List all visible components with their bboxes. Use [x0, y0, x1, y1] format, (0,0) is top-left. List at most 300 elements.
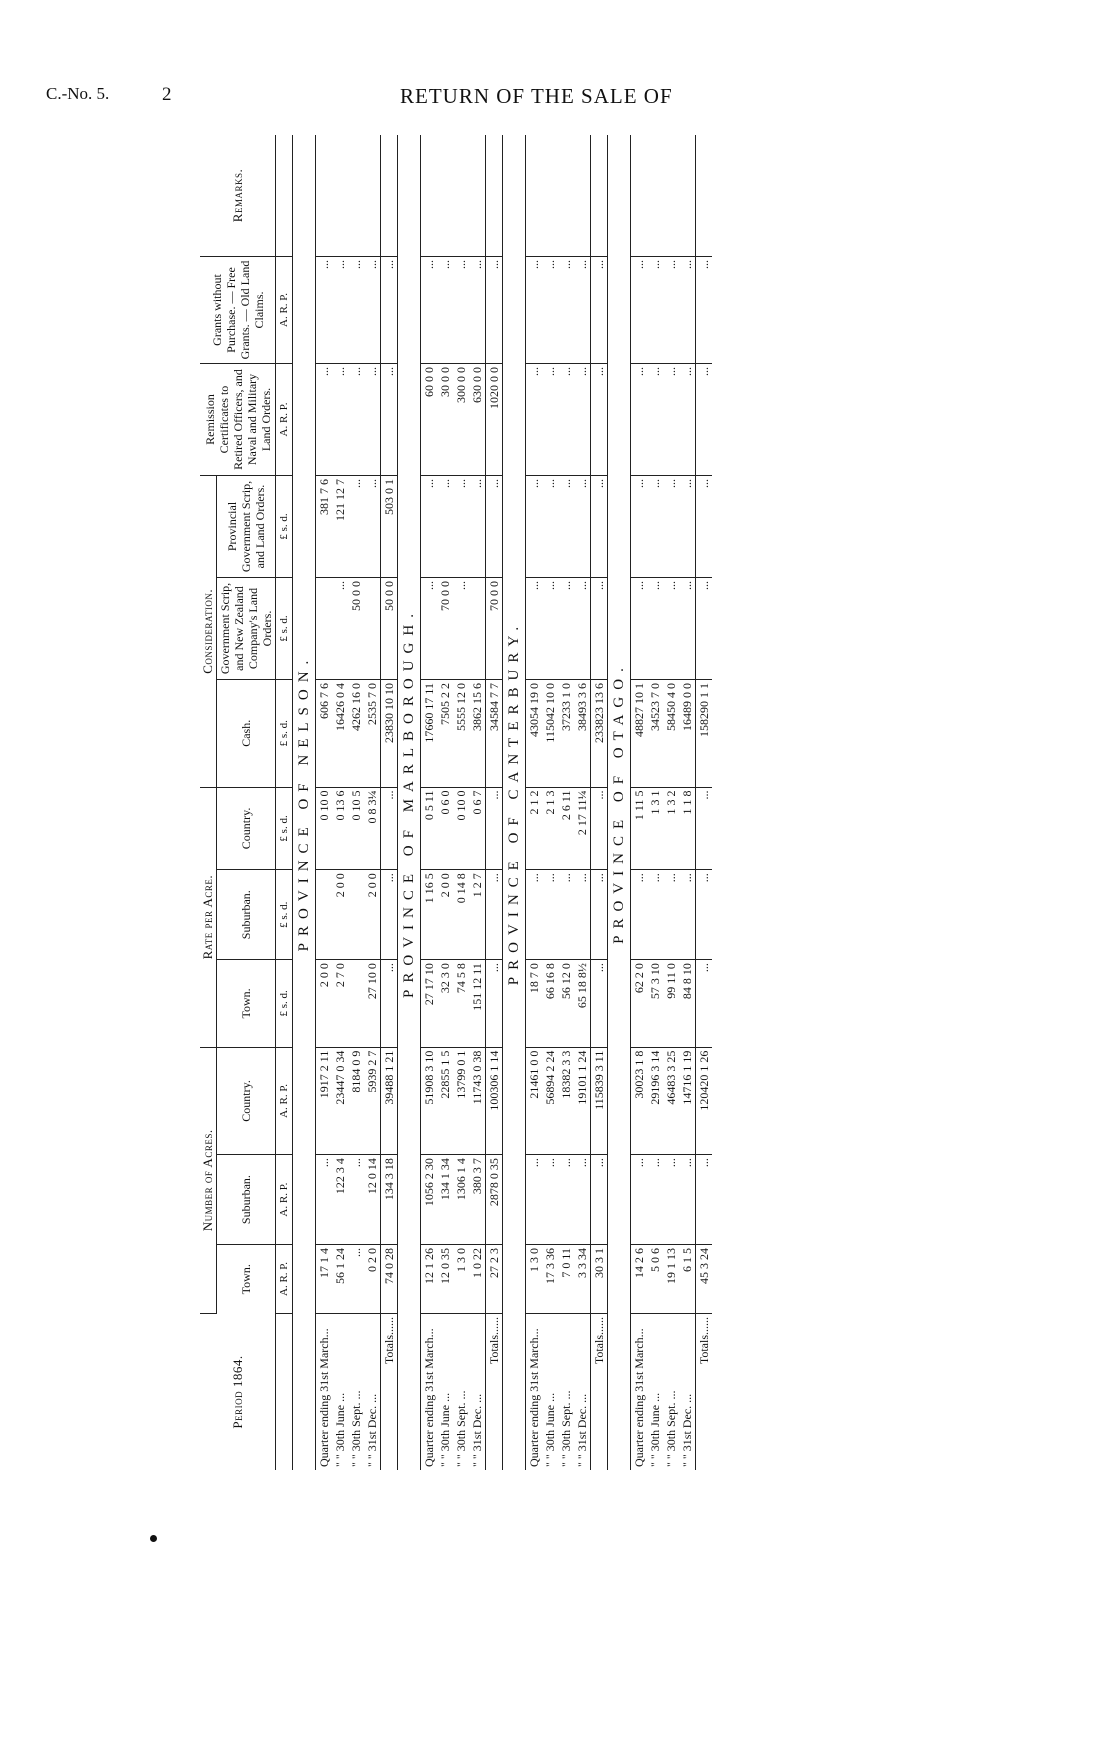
gov-scrip-cell: ...: [558, 578, 574, 680]
rate-suburban-header: Suburban.: [217, 870, 276, 960]
prov-scrip-cell: ...: [486, 476, 503, 578]
grants-cell: ...: [574, 257, 591, 364]
cash-cell: 58450 4 0: [663, 680, 679, 788]
table-row: [663, 135, 679, 1470]
gov-scrip-cell: ...: [332, 578, 348, 680]
remission-cell: ...: [647, 364, 663, 476]
prov-scrip-cell: ...: [558, 476, 574, 578]
totals-label: Totals......: [486, 1314, 503, 1471]
prov-scrip-cell: ...: [696, 476, 713, 578]
period-cell: " " 30th June ...: [438, 1392, 452, 1467]
rate-country-cell: 2 17 11¼: [574, 787, 591, 870]
town-cell: 6 1 5: [679, 1245, 696, 1314]
rate-suburban-cell: 2 0 0: [332, 870, 348, 960]
totals-row: [591, 135, 608, 1470]
remission-cell: ...: [679, 364, 696, 476]
cash-cell: 43054 19 0: [526, 680, 543, 788]
consideration-header: Consideration.: [200, 476, 217, 788]
table-row: [469, 135, 486, 1470]
unit-lsd: £ s. d.: [276, 476, 293, 578]
rate-country-cell: 2 1 3: [542, 787, 558, 870]
rate-town-cell: 65 18 8½: [574, 960, 591, 1048]
period-cell: " " 31st Dec. ...: [575, 1393, 589, 1467]
unit-arp: A. R. P.: [276, 257, 293, 364]
remarks-cell: [696, 135, 713, 257]
rate-country-cell: 0 10 0: [453, 787, 469, 870]
rotated-return-table: [200, 135, 1085, 1470]
table-row: [316, 135, 333, 1470]
table-row: [574, 135, 591, 1470]
town-cell: 17 1 4: [316, 1245, 333, 1314]
cash-cell: 3862 15 6: [469, 680, 486, 788]
grants-cell: ...: [316, 257, 333, 364]
period-cell: Quarter ending 31st March...: [632, 1328, 646, 1467]
suburban-cell: 134 1 34: [437, 1155, 453, 1245]
grants-cell: ...: [381, 257, 398, 364]
suburban-cell: ...: [526, 1155, 543, 1245]
country-cell: 19101 1 24: [574, 1047, 591, 1155]
cash-cell: 606 7 6: [316, 680, 333, 788]
remarks-cell: [591, 135, 608, 257]
remarks-cell: [348, 135, 364, 257]
rate-country-cell: 1 3 2: [663, 787, 679, 870]
rate-town-cell: [348, 960, 364, 1048]
grants-cell: ...: [486, 257, 503, 364]
prov-scrip-cell: ...: [679, 476, 696, 578]
cash-cell: 4262 16 0: [348, 680, 364, 788]
remarks-cell: [542, 135, 558, 257]
table-row: [558, 135, 574, 1470]
prov-scrip-cell: ...: [591, 476, 608, 578]
suburban-cell: ...: [348, 1155, 364, 1245]
remission-cell: ...: [542, 364, 558, 476]
country-cell: 56894 2 24: [542, 1047, 558, 1155]
unit-arp: A. R. P.: [276, 364, 293, 476]
acres-suburban-header: Suburban.: [217, 1155, 276, 1245]
remission-cell: ...: [574, 364, 591, 476]
unit-lsd: £ s. d.: [276, 870, 293, 960]
rate-suburban-cell: ...: [486, 870, 503, 960]
unit-lsd: £ s. d.: [276, 578, 293, 680]
unit-lsd: £ s. d.: [276, 787, 293, 870]
period-cell: " " 30th June ...: [648, 1392, 662, 1467]
suburban-cell: ...: [542, 1155, 558, 1245]
remarks-cell: [663, 135, 679, 257]
cash-cell: 34584 7 7: [486, 680, 503, 788]
rate-country-cell: ...: [486, 787, 503, 870]
period-cell: " " 31st Dec. ...: [680, 1393, 694, 1467]
grants-cell: ...: [332, 257, 348, 364]
remission-cell: ...: [526, 364, 543, 476]
prov-scrip-cell: ...: [574, 476, 591, 578]
rate-town-cell: ...: [696, 960, 713, 1048]
remission-cell: 30 0 0: [437, 364, 453, 476]
rate-country-cell: 0 13 6: [332, 787, 348, 870]
remarks-cell: [558, 135, 574, 257]
rate-town-cell: 84 8 10: [679, 960, 696, 1048]
rate-suburban-cell: 2 0 0: [437, 870, 453, 960]
remarks-cell: [486, 135, 503, 257]
period-cell: " " 30th Sept. ...: [664, 1390, 678, 1467]
gov-scrip-cell: ...: [591, 578, 608, 680]
gov-scrip-cell: ...: [526, 578, 543, 680]
town-cell: 30 3 1: [591, 1245, 608, 1314]
cash-cell: 158290 1 1: [696, 680, 713, 788]
town-cell: 1 3 0: [453, 1245, 469, 1314]
remission-cell: ...: [591, 364, 608, 476]
remission-cell: ...: [364, 364, 381, 476]
prov-scrip-cell: ...: [348, 476, 364, 578]
period-cell: Quarter ending 31st March...: [527, 1328, 541, 1467]
rate-country-cell: ...: [381, 787, 398, 870]
remission-cell: ...: [631, 364, 648, 476]
suburban-cell: 1056 2 30: [421, 1155, 438, 1245]
town-cell: 14 2 6: [631, 1245, 648, 1314]
remarks-cell: [381, 135, 398, 257]
prov-scrip-cell: ...: [631, 476, 648, 578]
rate-suburban-cell: [348, 870, 364, 960]
rate-suburban-cell: 0 14 8: [453, 870, 469, 960]
gov-scrip-cell: ...: [453, 578, 469, 680]
table-row: [526, 135, 543, 1470]
rate-suburban-cell: ...: [542, 870, 558, 960]
rate-suburban-cell: ...: [663, 870, 679, 960]
prov-scrip-cell: 503 0 1: [381, 476, 398, 578]
rate-town-header: Town.: [217, 960, 276, 1048]
rate-town-cell: 62 2 0: [631, 960, 648, 1048]
gov-scrip-cell: 50 0 0: [381, 578, 398, 680]
table-row: [437, 135, 453, 1470]
country-cell: 115839 3 11: [591, 1047, 608, 1155]
remission-header: Remission Certificates to Retired Officers, and Naval and Military Land Orders.: [200, 364, 276, 476]
period-cell: " " 30th June ...: [333, 1392, 347, 1467]
gov-scrip-header: Government Scrip, and New Zealand Company's Land Orders.: [217, 578, 276, 680]
period-cell: Quarter ending 31st March...: [317, 1328, 331, 1467]
suburban-cell: ...: [696, 1155, 713, 1245]
rate-town-cell: 57 3 10: [647, 960, 663, 1048]
town-cell: 19 1 13: [663, 1245, 679, 1314]
grants-cell: ...: [453, 257, 469, 364]
rate-town-cell: ...: [381, 960, 398, 1048]
gov-scrip-cell: [316, 578, 333, 680]
remission-cell: ...: [663, 364, 679, 476]
rate-suburban-cell: ...: [381, 870, 398, 960]
town-cell: 45 3 24: [696, 1245, 713, 1314]
prov-scrip-cell: ...: [663, 476, 679, 578]
suburban-cell: 380 3 7: [469, 1155, 486, 1245]
cash-cell: 37233 1 0: [558, 680, 574, 788]
totals-label: Totals......: [696, 1314, 713, 1471]
suburban-cell: 1306 1 4: [453, 1155, 469, 1245]
town-cell: 12 0 35: [437, 1245, 453, 1314]
suburban-cell: 134 3 18: [381, 1155, 398, 1245]
remission-cell: 630 0 0: [469, 364, 486, 476]
table-row: [332, 135, 348, 1470]
remarks-cell: [437, 135, 453, 257]
suburban-cell: 12 0 14: [364, 1155, 381, 1245]
period-cell: " " 31st Dec. ...: [470, 1393, 484, 1467]
grants-cell: ...: [679, 257, 696, 364]
totals-row: [381, 135, 398, 1470]
rate-country-cell: ...: [591, 787, 608, 870]
suburban-cell: ...: [663, 1155, 679, 1245]
suburban-cell: 122 3 4: [332, 1155, 348, 1245]
suburban-cell: ...: [631, 1155, 648, 1245]
rate-per-acre-header: Rate per Acre.: [200, 787, 217, 1047]
remarks-cell: [316, 135, 333, 257]
period-cell: " " 30th Sept. ...: [454, 1390, 468, 1467]
prov-scrip-cell: ...: [421, 476, 438, 578]
gov-scrip-cell: ...: [679, 578, 696, 680]
rate-country-cell: 2 6 11: [558, 787, 574, 870]
remarks-cell: [364, 135, 381, 257]
rate-town-cell: ...: [591, 960, 608, 1048]
totals-row: [696, 135, 713, 1470]
table-row: [421, 135, 438, 1470]
grants-header: Grants without Purchase. — Free Grants. — Old Land Claims.: [200, 257, 276, 364]
remarks-cell: [526, 135, 543, 257]
suburban-cell: ...: [679, 1155, 696, 1245]
cash-cell: 5555 12 0: [453, 680, 469, 788]
prov-scrip-cell: ...: [364, 476, 381, 578]
grants-cell: ...: [631, 257, 648, 364]
country-cell: 23447 0 34: [332, 1047, 348, 1155]
country-cell: 120420 1 26: [696, 1047, 713, 1155]
rate-suburban-cell: ...: [526, 870, 543, 960]
rate-town-cell: 66 16 8: [542, 960, 558, 1048]
cash-header: Cash.: [217, 680, 276, 788]
totals-row: [486, 135, 503, 1470]
town-cell: 1 3 0: [526, 1245, 543, 1314]
country-cell: 29196 3 14: [647, 1047, 663, 1155]
country-cell: 100306 1 14: [486, 1047, 503, 1155]
remission-cell: ...: [696, 364, 713, 476]
rate-suburban-cell: ...: [591, 870, 608, 960]
rate-country-cell: 0 10 0: [316, 787, 333, 870]
gov-scrip-cell: ...: [647, 578, 663, 680]
cash-cell: 7505 2 2: [437, 680, 453, 788]
gov-scrip-cell: ...: [631, 578, 648, 680]
rate-country-header: Country.: [217, 787, 276, 870]
town-cell: 1 0 22: [469, 1245, 486, 1314]
unit-arp: A. R. P.: [276, 1047, 293, 1155]
rate-town-cell: 32 3 0: [437, 960, 453, 1048]
table-row: [348, 135, 364, 1470]
sales-return-table: [200, 135, 712, 1470]
grants-cell: ...: [542, 257, 558, 364]
cash-cell: 115042 10 0: [542, 680, 558, 788]
country-cell: 46483 3 25: [663, 1047, 679, 1155]
rate-town-cell: 27 17 10: [421, 960, 438, 1048]
table-row: [542, 135, 558, 1470]
gov-scrip-cell: 70 0 0: [486, 578, 503, 680]
rate-country-cell: 1 3 1: [647, 787, 663, 870]
rate-town-cell: 18 7 0: [526, 960, 543, 1048]
town-cell: 27 2 3: [486, 1245, 503, 1314]
rate-town-cell: 27 10 0: [364, 960, 381, 1048]
grants-cell: ...: [469, 257, 486, 364]
suburban-cell: ...: [574, 1155, 591, 1245]
province-heading: PROVINCE OF OTAGO.: [608, 135, 631, 1470]
cash-cell: 38493 3 6: [574, 680, 591, 788]
unit-lsd: £ s. d.: [276, 960, 293, 1048]
remarks-header: Remarks.: [200, 135, 276, 257]
page-number: 2: [162, 84, 172, 105]
remission-cell: 300 0 0: [453, 364, 469, 476]
acres-country-header: Country.: [217, 1047, 276, 1155]
cash-cell: 48827 10 1: [631, 680, 648, 788]
unit-lsd: £ s. d.: [276, 680, 293, 788]
grants-cell: ...: [437, 257, 453, 364]
remission-cell: ...: [348, 364, 364, 476]
gov-scrip-cell: ...: [663, 578, 679, 680]
remarks-cell: [421, 135, 438, 257]
cash-cell: 17660 17 11: [421, 680, 438, 788]
rate-suburban-cell: 1 16 5: [421, 870, 438, 960]
period-cell: " " 30th Sept. ...: [559, 1390, 573, 1467]
remarks-cell: [332, 135, 348, 257]
prov-scrip-cell: ...: [542, 476, 558, 578]
period-cell: " " 30th June ...: [543, 1392, 557, 1467]
grants-cell: ...: [348, 257, 364, 364]
rate-suburban-cell: 2 0 0: [364, 870, 381, 960]
country-cell: 13799 0 1: [453, 1047, 469, 1155]
gov-scrip-cell: ...: [696, 578, 713, 680]
suburban-cell: ...: [558, 1155, 574, 1245]
grants-cell: ...: [364, 257, 381, 364]
cash-cell: 16489 0 0: [679, 680, 696, 788]
country-cell: 1917 2 11: [316, 1047, 333, 1155]
rate-country-cell: 0 10 5: [348, 787, 364, 870]
table-row: [679, 135, 696, 1470]
country-cell: 14716 1 19: [679, 1047, 696, 1155]
rate-country-cell: 1 1 8: [679, 787, 696, 870]
gov-scrip-cell: [469, 578, 486, 680]
country-cell: 22855 1 5: [437, 1047, 453, 1155]
country-cell: 30023 1 8: [631, 1047, 648, 1155]
rate-country-cell: 0 6 7: [469, 787, 486, 870]
rate-town-cell: 151 12 11: [469, 960, 486, 1048]
suburban-cell: ...: [316, 1155, 333, 1245]
period-cell: Quarter ending 31st March...: [422, 1328, 436, 1467]
cash-cell: 233823 13 6: [591, 680, 608, 788]
rate-country-cell: ...: [696, 787, 713, 870]
suburban-cell: ...: [591, 1155, 608, 1245]
town-cell: 0 2 0: [364, 1245, 381, 1314]
country-cell: 8184 0 9: [348, 1047, 364, 1155]
remission-cell: 1020 0 0: [486, 364, 503, 476]
period-cell: " " 31st Dec. ...: [365, 1393, 379, 1467]
rate-suburban-cell: ...: [647, 870, 663, 960]
town-cell: 5 0 6: [647, 1245, 663, 1314]
suburban-cell: 2878 0 35: [486, 1155, 503, 1245]
page-title: RETURN OF THE SALE OF: [400, 84, 673, 108]
period-header: Period 1864.: [200, 1314, 276, 1471]
suburban-cell: ...: [647, 1155, 663, 1245]
province-heading: PROVINCE OF CANTERBURY.: [503, 135, 526, 1470]
grants-cell: ...: [526, 257, 543, 364]
grants-cell: ...: [663, 257, 679, 364]
country-cell: 39488 1 21: [381, 1047, 398, 1155]
country-cell: 11743 0 38: [469, 1047, 486, 1155]
rate-country-cell: 0 8 3¼: [364, 787, 381, 870]
remission-cell: ...: [558, 364, 574, 476]
town-cell: 17 3 36: [542, 1245, 558, 1314]
grants-cell: ...: [696, 257, 713, 364]
town-cell: 3 3 34: [574, 1245, 591, 1314]
rate-town-cell: 56 12 0: [558, 960, 574, 1048]
country-cell: 21461 0 0: [526, 1047, 543, 1155]
prov-scrip-cell: ...: [526, 476, 543, 578]
table-row: [631, 135, 648, 1470]
gov-scrip-cell: 70 0 0: [437, 578, 453, 680]
country-cell: 18382 3 3: [558, 1047, 574, 1155]
prov-scrip-header: Provincial Government Scrip, and Land Orders.: [217, 476, 276, 578]
table-row: [453, 135, 469, 1470]
rate-suburban-cell: 1 2 7: [469, 870, 486, 960]
country-cell: 5939 2 7: [364, 1047, 381, 1155]
remission-cell: ...: [381, 364, 398, 476]
table-row: [364, 135, 381, 1470]
gov-scrip-cell: ...: [542, 578, 558, 680]
town-cell: 12 1 26: [421, 1245, 438, 1314]
town-cell: 7 0 11: [558, 1245, 574, 1314]
rate-suburban-cell: [316, 870, 333, 960]
rate-country-cell: 0 5 11: [421, 787, 438, 870]
rate-country-cell: 1 11 5: [631, 787, 648, 870]
rate-suburban-cell: ...: [631, 870, 648, 960]
document-code: C.-No. 5.: [46, 84, 110, 103]
totals-label: Totals......: [381, 1314, 398, 1471]
province-heading: PROVINCE OF MARLBOROUGH.: [398, 135, 421, 1470]
rate-country-cell: 2 1 2: [526, 787, 543, 870]
remarks-cell: [469, 135, 486, 257]
province-heading: PROVINCE OF NELSON.: [293, 135, 316, 1470]
prov-scrip-cell: ...: [469, 476, 486, 578]
remarks-cell: [453, 135, 469, 257]
prov-scrip-cell: ...: [437, 476, 453, 578]
prov-scrip-cell: 381 7 6: [316, 476, 333, 578]
town-cell: ...: [348, 1245, 364, 1314]
rate-town-cell: 74 5 8: [453, 960, 469, 1048]
rate-suburban-cell: ...: [679, 870, 696, 960]
cash-cell: 34523 7 0: [647, 680, 663, 788]
gov-scrip-cell: ...: [421, 578, 438, 680]
rate-country-cell: 0 6 0: [437, 787, 453, 870]
rate-suburban-cell: ...: [574, 870, 591, 960]
remarks-cell: [631, 135, 648, 257]
rate-town-cell: 2 7 0: [332, 960, 348, 1048]
rate-town-cell: 99 11 0: [663, 960, 679, 1048]
number-of-acres-header: Number of Acres.: [200, 1047, 217, 1313]
remission-cell: 60 0 0: [421, 364, 438, 476]
period-cell: " " 30th Sept. ...: [349, 1390, 363, 1467]
cash-cell: 23830 10 10: [381, 680, 398, 788]
cash-cell: 2535 7 0: [364, 680, 381, 788]
gov-scrip-cell: 50 0 0: [348, 578, 364, 680]
unit-arp: A. R. P.: [276, 1155, 293, 1245]
grants-cell: ...: [558, 257, 574, 364]
remarks-cell: [647, 135, 663, 257]
rate-suburban-cell: ...: [696, 870, 713, 960]
cash-cell: 16426 0 4: [332, 680, 348, 788]
table-body: [293, 135, 713, 1470]
remarks-cell: [574, 135, 591, 257]
town-cell: 56 1 24: [332, 1245, 348, 1314]
margin-dot: [150, 1535, 157, 1542]
country-cell: 51908 3 10: [421, 1047, 438, 1155]
remission-cell: ...: [316, 364, 333, 476]
